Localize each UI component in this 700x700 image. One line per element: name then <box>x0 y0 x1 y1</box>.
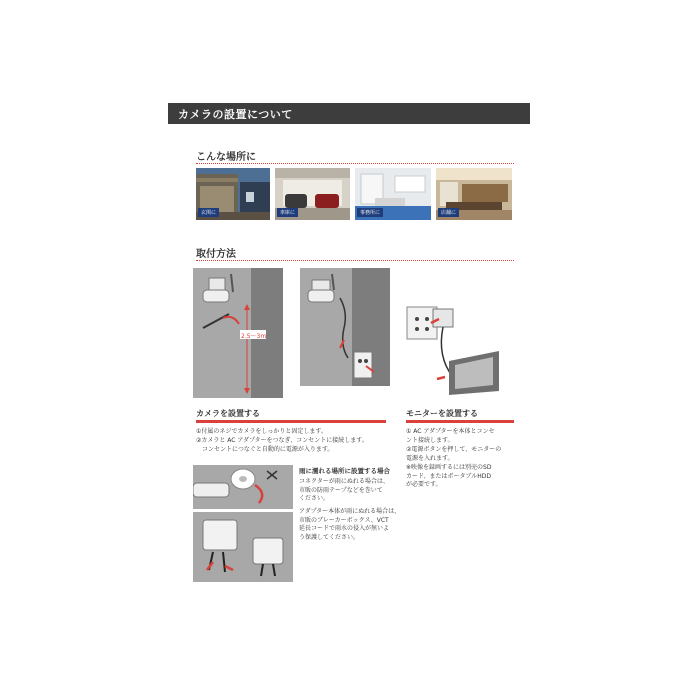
height-label: 2.5〜3m <box>241 333 267 340</box>
monitor-title-underline <box>406 420 514 423</box>
camera-wire-illustration <box>300 268 390 386</box>
rain-note-tape: コネクターが雨にぬれる場合は、 市販の防雨テープなどを巻いて ください。 <box>299 478 389 502</box>
camera-step-3: コンセントにつなぐと自動的に電源が入ります。 <box>196 446 334 453</box>
section-banner <box>168 103 530 124</box>
photo-label: 事務所に <box>357 208 383 217</box>
camera-mount-drawing <box>193 268 283 398</box>
camera-wire-drawing <box>300 268 390 386</box>
camera-wall-illustration <box>193 268 283 398</box>
install-title: 取付方法 <box>196 249 236 260</box>
camera-step-2: ②カメラと AC アダプターをつなぎ、コンセントに接続します。 <box>196 437 368 444</box>
camera-step-1: ①付属のネジでカメラをしっかりと固定します。 <box>196 428 327 435</box>
banner-title: カメラの設置について <box>178 108 293 121</box>
photo-label: 店舗に <box>438 208 459 217</box>
tape-drawing <box>193 465 293 509</box>
monitor-drawing <box>405 303 505 395</box>
rain-box-illustration <box>193 512 293 582</box>
monitor-illustration <box>405 303 505 395</box>
install-divider <box>196 260 514 261</box>
monitor-install-title: モニターを設置する <box>406 409 478 418</box>
camera-title-underline <box>196 420 386 423</box>
rain-note-box: アダプター本体が雨にぬれる場合は、 市販のブレーカーボックス、VCT 延長コードで雨水の侵入が無いよ う保護してください。 <box>299 508 401 541</box>
photo-shop <box>436 168 512 220</box>
places-divider <box>196 163 514 164</box>
photo-entrance <box>196 168 270 220</box>
box-drawing <box>193 512 293 582</box>
places-title: こんな場所に <box>196 152 256 163</box>
photo-garage <box>275 168 350 220</box>
camera-install-title: カメラを設置する <box>196 409 260 418</box>
monitor-step-3: ※映像を録画するには別売のSD カード、またはポータブルHDD が必要です。 <box>406 464 492 488</box>
photo-label: 玄関に <box>198 208 219 217</box>
photo-label: 車庫に <box>277 208 298 217</box>
monitor-step-2: ②電源ボタンを押して、モニターの 電源を入れます。 <box>406 446 502 462</box>
rain-tape-illustration <box>193 465 293 509</box>
rain-title: 雨に濡れる場所に設置する場合 <box>299 467 390 475</box>
photo-office <box>355 168 431 220</box>
monitor-step-1: ① AC アダプターを本体とコンセ ント接続します。 <box>406 428 495 444</box>
